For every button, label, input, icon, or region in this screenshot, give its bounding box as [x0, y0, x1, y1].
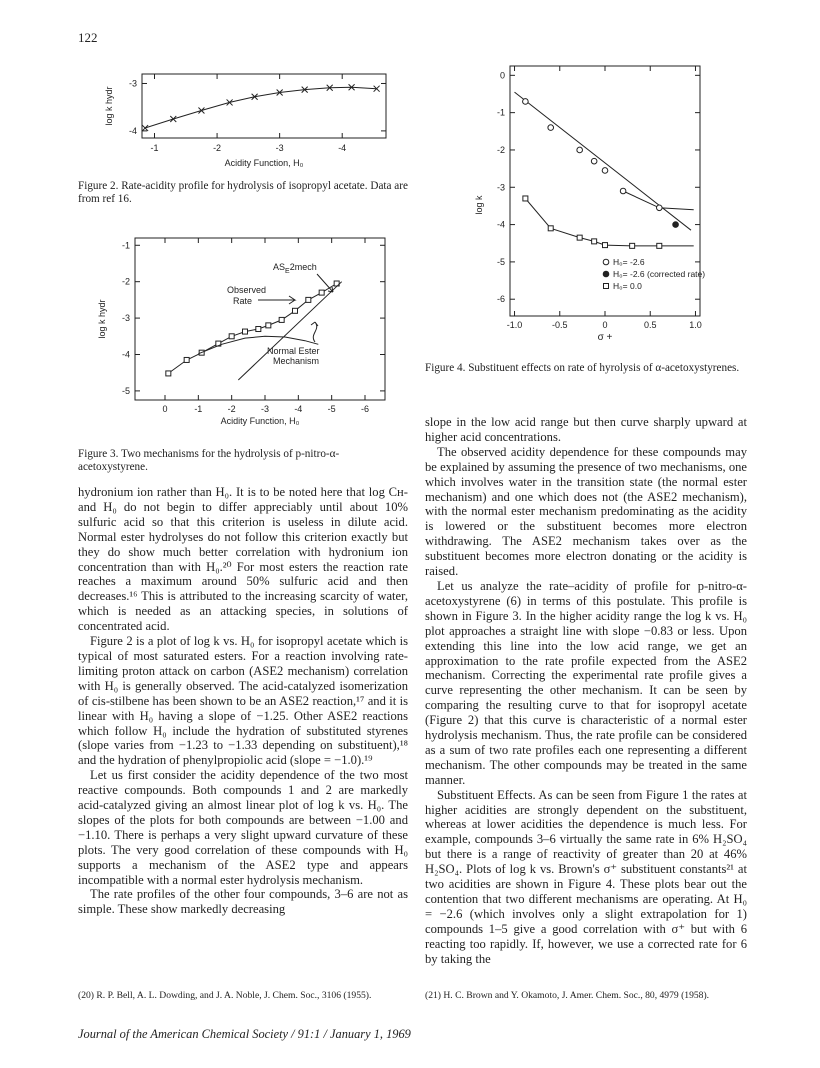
figure-4-y-tick-label: -1	[496, 107, 505, 118]
figure-3-data-point	[229, 334, 234, 339]
figure-3-caption-label: Figure 3.	[78, 448, 119, 460]
figure-3-data-point	[256, 327, 261, 332]
figure-2-series-line	[145, 87, 377, 128]
figure-3-x-tick-label: -6	[360, 404, 370, 414]
figure-3-y-tick-label: -3	[121, 313, 130, 324]
figure-3-observed-arrow	[258, 296, 295, 304]
figure-4-h0-minus-2-6-fit-line	[515, 92, 692, 230]
figure-4-h0-0-point	[603, 243, 608, 248]
figure-4-caption	[425, 362, 745, 375]
figure-4-h0-0-point	[630, 243, 635, 248]
figure-4-h0-0-point	[592, 239, 597, 244]
figure-3-chart	[95, 230, 405, 430]
figure-4-x-axis-label: σ +	[597, 332, 613, 343]
figure-4-legend-item: H₀= -2.6 (corrected rate)	[613, 269, 706, 279]
figure-4-h0-minus-2-6-point	[620, 188, 626, 194]
journal-footer: Journal of the American Chemical Society / 91:1 / January 1, 1969	[78, 1027, 411, 1041]
figure-3-ase2-arrow	[317, 274, 333, 292]
figure-4-legend-marker-filled-circle	[603, 271, 609, 277]
figure-3-normal-arrow	[311, 322, 318, 342]
figure-4-y-tick-label: -3	[496, 182, 505, 193]
figure-2-x-axis-label: Acidity Function, H₀	[224, 158, 304, 168]
figure-4-x-tick-label: -1.0	[506, 320, 523, 330]
figure-4-chart	[470, 60, 730, 360]
figure-3-data-point	[319, 290, 324, 295]
figure-2-plot-frame	[142, 74, 386, 138]
figure-4-x-tick-label: -0.5	[552, 320, 568, 330]
figure-4-h0-0-point	[523, 196, 528, 201]
figure-3-caption	[78, 448, 408, 474]
figure-2-data-point	[142, 125, 148, 131]
figure-3-y-tick-label: -4	[121, 349, 130, 360]
left-column	[78, 485, 408, 917]
figure-2-x-tick-label: -1	[150, 143, 159, 153]
figure-3-x-tick-label: -3	[260, 404, 270, 414]
figure-3-data-point	[293, 308, 298, 313]
figure-3-y-tick-label: -1	[121, 240, 130, 251]
figure-4-corrected-rate-point	[673, 222, 679, 228]
figure-4-x-tick-label: 0.5	[643, 320, 657, 330]
figure-3-x-tick-label: -1	[194, 404, 203, 414]
figure-3-plot-frame	[135, 238, 385, 400]
figure-4-y-tick-label: 0	[499, 70, 505, 81]
figure-3-x-tick-label: -2	[227, 404, 236, 414]
right-column	[425, 415, 747, 967]
figure-2-data-point	[170, 116, 176, 122]
figure-3-x-tick-label: 0	[162, 404, 168, 414]
figure-2-x-tick-label: -4	[338, 143, 347, 153]
figure-4-caption-label: Figure 4.	[425, 362, 466, 374]
figure-3-normal-label: Normal Ester	[267, 346, 320, 356]
figure-4-legend-marker-square	[604, 284, 609, 289]
figure-2-caption-label: Figure 2.	[78, 180, 119, 192]
right-paragraph-3: Let us analyze the rate–acidity of profile for p-nitro-α-acetoxystyrene (6) in terms of this postulate. This profile is shown in Figure 3. In the higher acidity range the log k vs. H₀ plot approaches a straight line with slope −0.83 or less. Upon extending this line into the low acid range, we get an approximation to the rate profile expected from the ASE2 mechanism. Correcting the experimental rate profile gives a curve representing the other mechanism. It can be seen by comparing the resulting curve to that for isopropyl acetate (Figure 2) that this curve is characteristic of a normal ester hydrolysis mechanism. Thus, the rate profile can be considered as a sum of two rate profiles each one representing a different mechanism. The other compounds may be treated in the same manner.	[425, 578, 747, 787]
figure-2-y-tick-label: -3	[128, 78, 137, 89]
figure-4-legend-item: H₀= -2.6	[613, 257, 645, 267]
figure-2-caption-text: Rate-acidity profile for hydrolysis of isopropyl acetate. Data are from ref 16.	[78, 180, 408, 205]
figure-3-data-point	[279, 317, 284, 322]
figure-2-y-axis-label: log k hydr	[104, 86, 114, 126]
figure-3-observed-label: Observed	[227, 285, 267, 295]
figure-4-h0-minus-2-6-point	[591, 158, 597, 164]
figure-3-ase2-label: $AS_E2mech$	[273, 262, 317, 275]
left-paragraph-4: The rate profiles of the other four compounds, 3–6 are not as simple. These show markedly decreasing	[78, 887, 408, 917]
left-paragraph-1: hydronium ion rather than H₀. It is to be noted here that log Cʜ- and H₀ do not begin to differ appreciably until about 10% sulfuric acid so that this criterion is useless in dilute acid. Normal ester hydrolyses do not follow this criterion exactly but they do show much better correlation with hydronium ion concentration than with H₀.²⁰ For most esters the reaction rate reaches a maximum around 50% sulfuric acid and then decreases.¹⁶ This is attributed to the increasing scarcity of water, which is needed as an attacking species, in solutions of concentrated acid.	[78, 485, 408, 634]
figure-3-data-point	[243, 329, 248, 334]
figure-4-y-tick-label: -4	[496, 219, 505, 230]
figure-4-legend-item: H₀= 0.0	[613, 281, 642, 291]
right-paragraph-1: slope in the low acid range but then curve sharply upward at higher acid concentrations.	[425, 415, 747, 444]
figure-3-y-tick-label: -5	[121, 385, 130, 396]
figure-2-y-tick-label: -4	[128, 125, 137, 136]
right-paragraph-4: Substituent Effects. As can be seen from Figure 1 the rates at higher acidities are strongly dependent on the substituent, whereas at lower acidities the dependence is much less. For example, compounds 3–6 virtually the same rate in 6% H₂SO₄ but there is a range of reactivity of greater than 20 at 46% H₂SO₄. Plots of log k vs. Brown's σ⁺ substituent constants²¹ at two acidities are shown in Figure 4. These plots bear out the contention that two different mechanisms are operating. At H₀ = −2.6 (which involves only a slight extrapolation for 1) compounds 1–5 give a good correlation with σ⁺ but with 6 reacting too rapidly. If, however, we use a corrected rate for 6 by taking the	[425, 787, 747, 966]
figure-4-x-tick-label: 1.0	[689, 320, 702, 330]
figure-4-caption-text: Substituent effects on rate of hyrolysis of α-acetoxystyrenes.	[468, 362, 740, 374]
figure-3-rate-label: Rate	[233, 296, 253, 306]
figure-3-data-point	[266, 323, 271, 328]
figure-3-data-point	[166, 371, 171, 376]
figure-4-h0-minus-2-6-point	[656, 205, 662, 211]
figure-4-y-axis-label: log k	[474, 195, 484, 215]
left-paragraph-3: Let us first consider the acidity dependence of the two most reactive compounds. Both compounds 1 and 2 are markedly acid-catalyzed giving an almost linear plot of log k vs. H₀. The slopes of the plots for both compounds are between −1.00 and −1.10. There is perhaps a very slight upward curvature of these plots. The very good correlation of these compounds with H₀ supports a mechanism of the ASE2 type and appears incompatible with a normal ester hydrolysis mechanism.	[78, 768, 408, 887]
page-number: 122	[78, 30, 98, 45]
footnote-20: (20) R. P. Bell, A. L. Dowding, and J. A. Noble, J. Chem. Soc., 3106 (1955).	[78, 990, 372, 1001]
figure-4-h0-0-point	[548, 226, 553, 231]
figure-3-mechanism-label: Mechanism	[273, 356, 320, 366]
figure-4-h0-minus-2-6-point	[523, 99, 529, 105]
figure-4-h0-minus-2-6-point	[602, 168, 608, 174]
figure-3-x-tick-label: -4	[294, 404, 303, 414]
figure-3-data-point	[184, 357, 189, 362]
figure-4-h0-minus-2-6-point	[548, 125, 554, 131]
figure-2-data-point	[198, 108, 204, 114]
figure-3-caption-text: Two mechanisms for the hydrolysis of p-nitro-α-acetoxystyrene.	[78, 448, 340, 473]
figure-3-x-axis-label: Acidity Function, H₀	[220, 416, 300, 426]
left-paragraph-2: Figure 2 is a plot of log k vs. H₀ for isopropyl acetate which is typical of most saturated esters. For a reaction involving rate-limiting proton attack on carbon (ASE2 mechanism) correlation with H₀ is generally observed. The acid-catalyzed isomerization of cis-stilbene has been shown to be an ASE2 reaction,¹⁷ and it is linear with H₀ having a slope of −1.25. Other ASE2 reactions which follow H₀ include the hydration of substituted styrenes (slope varies from −1.23 to −1.33 depending on substituent),¹⁸ and the hydration of phenylpropiolic acid (slope = −1.0).¹⁹	[78, 634, 408, 768]
figure-3-x-tick-label: -5	[327, 404, 336, 414]
figure-4-y-tick-label: -2	[496, 144, 505, 155]
figure-4-legend-marker-open-circle	[603, 259, 609, 265]
figure-4-h0-minus-2-6-point	[577, 147, 583, 153]
figure-2-chart	[100, 62, 400, 172]
figure-2-x-tick-label: -2	[213, 143, 222, 153]
figure-4-h0-0-point	[657, 243, 662, 248]
figure-4-y-tick-label: -6	[496, 294, 505, 305]
figure-4-h0-0-curve	[525, 199, 693, 246]
figure-2-x-tick-label: -3	[275, 143, 284, 153]
footnote-21: (21) H. C. Brown and Y. Okamoto, J. Amer. Chem. Soc., 80, 4979 (1958).	[425, 990, 710, 1001]
figure-4-y-tick-label: -5	[496, 256, 505, 267]
figure-4-x-tick-label: 0	[602, 320, 608, 330]
figure-2-caption	[78, 180, 408, 206]
figure-2-data-point	[227, 99, 233, 105]
right-paragraph-2: The observed acidity dependence for these compounds may be explained by assuming the presence of two mechanisms, one which involves water in the transition state (the normal ester mechanism) and one which does not (the ASE2 mechanism), with the normal ester mechanism predominating as the acidity is lowered or the substituent becomes more electron withdrawing. The ASE2 mechanism takes over as the substituent becomes more electron donating or the acidity is raised.	[425, 444, 747, 579]
figure-3-data-point	[306, 297, 311, 302]
figure-4-h0-0-point	[577, 235, 582, 240]
figure-3-y-tick-label: -2	[121, 276, 130, 287]
figure-3-y-axis-label: log k hydr	[97, 299, 107, 339]
